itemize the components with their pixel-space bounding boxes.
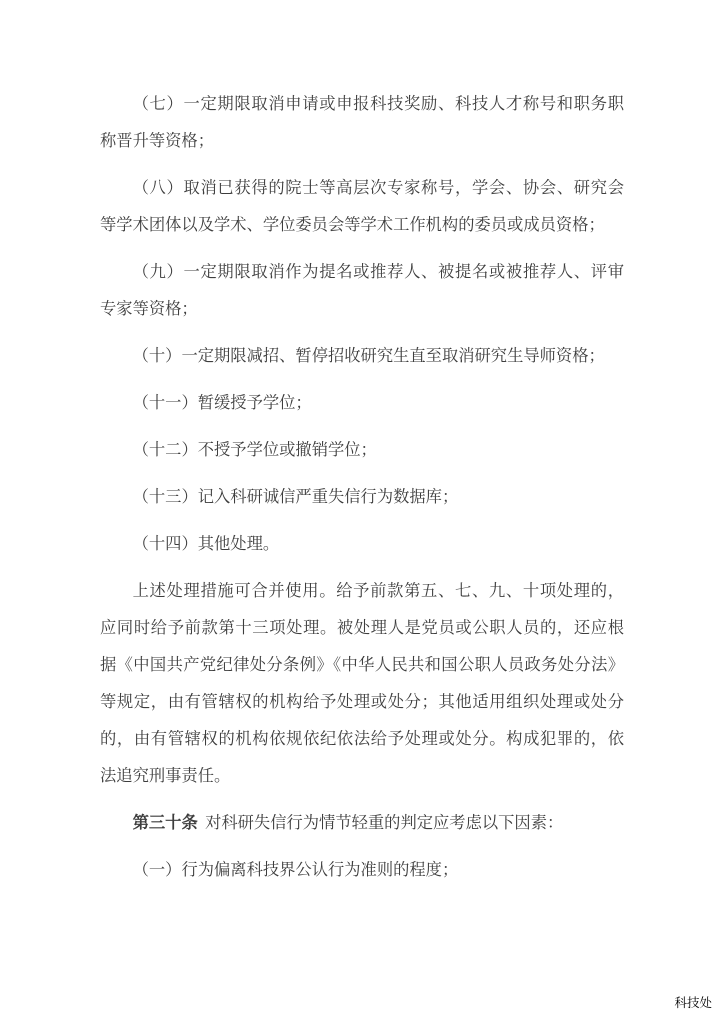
paragraph-item-9	[100, 254, 624, 328]
paragraph-article-30	[100, 805, 624, 842]
text-line: （九）一定期限取消作为提名或推荐人、被提名或被推荐人、评审	[132, 263, 624, 281]
paragraph-item-11	[100, 385, 624, 422]
text-line: 第三十条 对科研失信行为情节轻重的判定应考虑以下因素：	[132, 814, 564, 832]
text-line: 等规定，由有管辖权的机构给予处理或处分；其他适用组织处理或处分	[100, 693, 624, 711]
text-line: （十）一定期限减招、暂停招收研究生直至取消研究生导师资格；	[132, 347, 605, 365]
text-line: 的，由有管辖权的机构依规依纪依法给予处理或处分。构成犯罪的，依	[100, 730, 624, 748]
paragraph-item-7	[100, 86, 624, 160]
text-line: 称晋升等资格；	[100, 132, 214, 150]
paragraph-factor-1	[100, 852, 624, 889]
text-line: （十四）其他处理。	[132, 535, 280, 553]
text-line: （七）一定期限取消申请或申报科技奖励、科技人才称号和职务职	[132, 95, 624, 113]
paragraph-item-14	[100, 526, 624, 563]
footer-department-label: 科技处	[674, 995, 712, 1010]
text-line: （十三）记入科研诚信严重失信行为数据库；	[132, 488, 459, 506]
text-line: （一）行为偏离科技界公认行为准则的程度；	[132, 861, 459, 879]
text-line: 专家等资格；	[100, 300, 198, 318]
text-line: （八）取消已获得的院士等高层次专家称号，学会、协会、研究会	[132, 179, 624, 197]
text-line: （十一）暂缓授予学位；	[132, 394, 312, 412]
paragraph-item-10	[100, 338, 624, 375]
text-line: （十二）不授予学位或撤销学位；	[132, 441, 377, 459]
paragraph-item-12	[100, 432, 624, 469]
text-line: 应同时给予前款第十三项处理。被处理人是党员或公职人员的，还应根	[100, 619, 624, 637]
text-line: 据《中国共产党纪律处分条例》《中华人民共和国公职人员政务处分法》	[100, 656, 624, 674]
text-line: 等学术团体以及学术、学位委员会等学术工作机构的委员或成员资格；	[100, 216, 605, 234]
text-line: 上述处理措施可合并使用。给予前款第五、七、九、十项处理的，	[132, 582, 624, 600]
paragraph-item-8	[100, 170, 624, 244]
paragraph-measures-combination	[100, 573, 624, 795]
paragraph-item-13	[100, 479, 624, 516]
text-line: 法追究刑事责任。	[100, 767, 231, 785]
article-number: 第三十条	[132, 814, 198, 832]
document-body	[100, 86, 624, 899]
